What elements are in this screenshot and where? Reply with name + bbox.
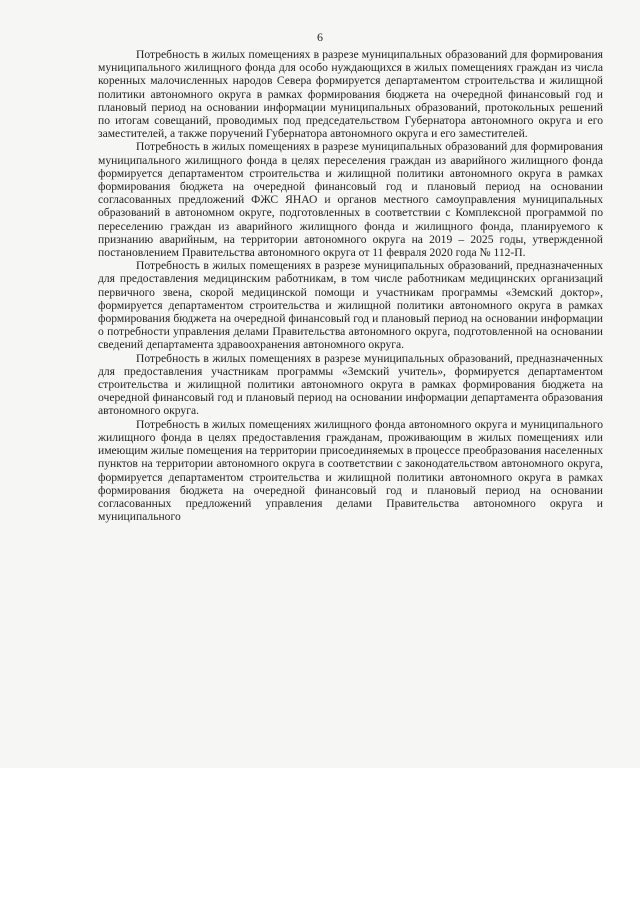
paragraph-annexed-settlements: Потребность в жилых помещениях жилищного фонда автономного округа и муниципального жилищного фонда в целях предоставления гражданам, проживающим в жилых помещениях или имеющим жилые помещения на территории присоединяемых в процессе преобразования населенных пунктов на территории автономного округа в соответствии с законодательством автономного округа, формируется департаментом строительства и жилищной политики автономного округа в рамках формирования бюджета на очередной финансовый год и плановый период на основании согласованных предложений управления делами Правительства автономного округа и муниципального [98,417,603,524]
document-body [98,48,603,523]
paragraph-rural-teacher: Потребность в жилых помещениях в разрезе муниципальных образований, предназначенных для предоставления участникам программы «Земский учитель», формируется департаментом строительства и жилищной политики автономного округа в рамках формирования бюджета на очередной финансовый год и плановый период на основании информации департамента образования автономного округа. [98,351,603,418]
paragraph-resettlement-indigenous: Потребность в жилых помещениях в разрезе муниципальных образований для формирования муниципального жилищного фонда для особо нуждающихся в жилых помещениях граждан из числа коренных малочисленных народов Севера формируется департаментом строительства и жилищной политики автономного округа в рамках формирования бюджета на очередной финансовый год и плановый период на основании информации муниципальных образований, протокольных решений по итогам совещаний, проводимых под председательством Губернатора автономного округа и его заместителей, а также поручений Губернатора автономного округа и его заместителей. [98,48,603,141]
paragraph-emergency-housing: Потребность в жилых помещениях в разрезе муниципальных образований для формирования муниципального жилищного фонда в целях переселения граждан из аварийного жилищного фонда формируется департаментом строительства и жилищной политики автономного округа в рамках формирования бюджета на очередной финансовый год и плановый период на основании согласованных предложений ФЖС ЯНАО и органов местного самоуправления муниципальных образований в автономном округе, подготовленных в соответствии с Комплексной программой по переселению граждан из аварийного жилищного фонда и жилищного фонда, планируемого к признанию аварийным, на территории автономного округа на 2019 – 2025 годы, утвержденной постановлением Правительства автономного округа от 11 февраля 2020 года № 112-П. [98,140,603,260]
page-number: 6 [317,30,323,44]
paragraph-medical-workers: Потребность в жилых помещениях в разрезе муниципальных образований, предназначенных для предоставления медицинским работникам, в том числе работникам медицинских организаций первичного звена, скорой медицинской помощи и участникам программы «Земский доктор», формируется департаментом строительства и жилищной политики автономного округа в рамках формирования бюджета на очередной финансовый год и плановый период на основании информации о потребности управления делами Правительства автономного округа, подготовленной на основании сведений департамента здравоохранения автономного округа. [98,259,603,352]
blank-area [0,768,640,905]
